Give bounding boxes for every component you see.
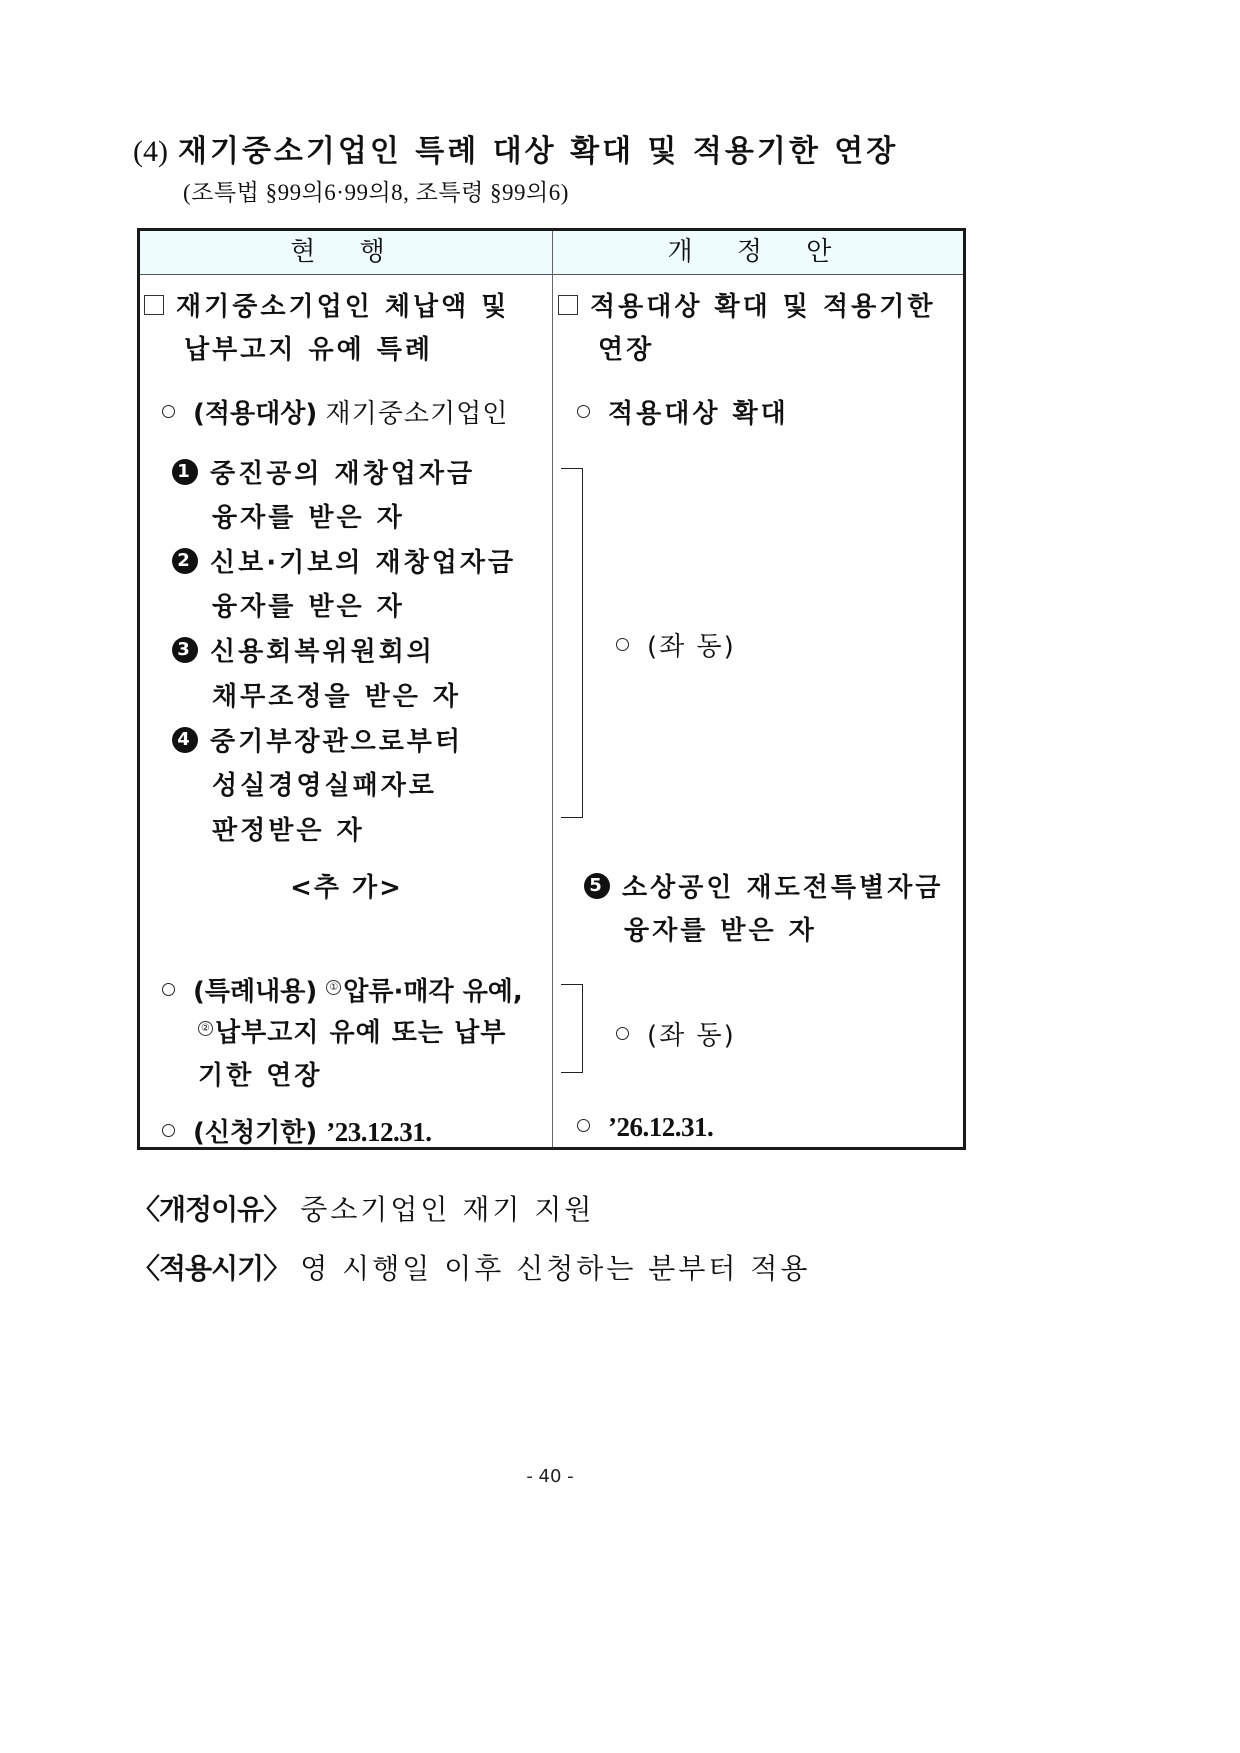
apply-label: 〈적용시기〉 bbox=[132, 1252, 291, 1285]
current-heading-line2: 납부고지 유예 특례 bbox=[184, 335, 434, 365]
page-number: - 40 - bbox=[526, 1466, 574, 1487]
bullet-circle-icon bbox=[577, 1119, 590, 1132]
proposed-same-1: (좌 동) bbox=[616, 626, 736, 663]
circled-1-icon: ① bbox=[326, 980, 341, 995]
current-special-line2: ② 납부고지 유예 또는 납부 bbox=[198, 1012, 506, 1049]
section-title bbox=[133, 126, 898, 170]
number-4-icon: 4 bbox=[172, 727, 198, 753]
current-item-2-line2: 융자를 받은 자 bbox=[212, 592, 405, 622]
current-item-3-line2: 채무조정을 받은 자 bbox=[212, 682, 462, 712]
proposed-heading: 적용대상 확대 및 적용기한 bbox=[558, 286, 935, 323]
proposed-same-2: (좌 동) bbox=[616, 1015, 736, 1052]
current-special-line3: 기한 연장 bbox=[198, 1061, 323, 1091]
current-target: (적용대상) 재기중소기업인 bbox=[162, 393, 508, 430]
column-divider bbox=[552, 231, 553, 1147]
circled-2-icon: ② bbox=[198, 1021, 213, 1036]
number-1-icon: 1 bbox=[172, 459, 198, 485]
added-placeholder: <추 가> bbox=[290, 873, 403, 903]
comparison-table bbox=[137, 228, 966, 1150]
proposed-deadline: ’26.12.31. bbox=[577, 1112, 713, 1143]
current-item-4-line2: 성실경영실패자로 bbox=[212, 771, 437, 801]
current-item-4: 4 중기부장관으로부터 bbox=[172, 721, 463, 758]
proposed-item-5-line2: 융자를 받은 자 bbox=[624, 916, 817, 946]
bracket-special bbox=[561, 984, 583, 1073]
proposed-heading-line2: 연장 bbox=[598, 335, 655, 365]
current-item-4-line3: 판정받은 자 bbox=[212, 816, 365, 846]
header-proposed: 개 정 안 bbox=[667, 237, 850, 267]
bracket-items-1-4 bbox=[561, 468, 583, 818]
bullet-circle-icon bbox=[616, 638, 629, 651]
section-reference: (조특법 §99의6·99의8, 조특령 §99의6) bbox=[183, 180, 569, 205]
current-heading: 재기중소기업인 체납액 및 bbox=[144, 286, 509, 323]
checkbox-square-icon bbox=[144, 295, 164, 315]
reason-note bbox=[132, 1188, 594, 1228]
current-special: (특례내용) ① 압류·매각 유예, bbox=[162, 971, 523, 1008]
section-title-text: 재기중소기업인 특례 대상 확대 및 적용기한 연장 bbox=[177, 134, 899, 169]
bullet-circle-icon bbox=[577, 405, 590, 418]
bullet-circle-icon bbox=[616, 1027, 629, 1040]
proposed-target: 적용대상 확대 bbox=[577, 393, 789, 430]
apply-text: 영 시행일 이후 신청하는 분부터 적용 bbox=[300, 1252, 811, 1285]
current-item-3: 3 신용회복위원회의 bbox=[172, 631, 435, 668]
current-item-1-line2: 융자를 받은 자 bbox=[212, 503, 405, 533]
header-current: 현 행 bbox=[290, 237, 403, 267]
checkbox-square-icon bbox=[558, 295, 578, 315]
section-number: (4) bbox=[133, 135, 168, 168]
number-2-icon: 2 bbox=[172, 548, 198, 574]
bullet-circle-icon bbox=[162, 405, 175, 418]
number-5-icon: 5 bbox=[584, 873, 610, 899]
bullet-circle-icon bbox=[162, 983, 175, 996]
number-3-icon: 3 bbox=[172, 637, 198, 663]
reason-label: 〈개정이유〉 bbox=[132, 1193, 291, 1226]
current-item-1: 1 중진공의 재창업자금 bbox=[172, 453, 475, 490]
current-item-2: 2 신보·기보의 재창업자금 bbox=[172, 542, 516, 579]
current-deadline: (신청기한) ’23.12.31. bbox=[162, 1112, 432, 1149]
apply-note bbox=[132, 1247, 810, 1287]
proposed-item-5: 5 소상공인 재도전특별자금 bbox=[584, 867, 943, 904]
reason-text: 중소기업인 재기 지원 bbox=[300, 1193, 595, 1226]
bullet-circle-icon bbox=[162, 1124, 175, 1137]
